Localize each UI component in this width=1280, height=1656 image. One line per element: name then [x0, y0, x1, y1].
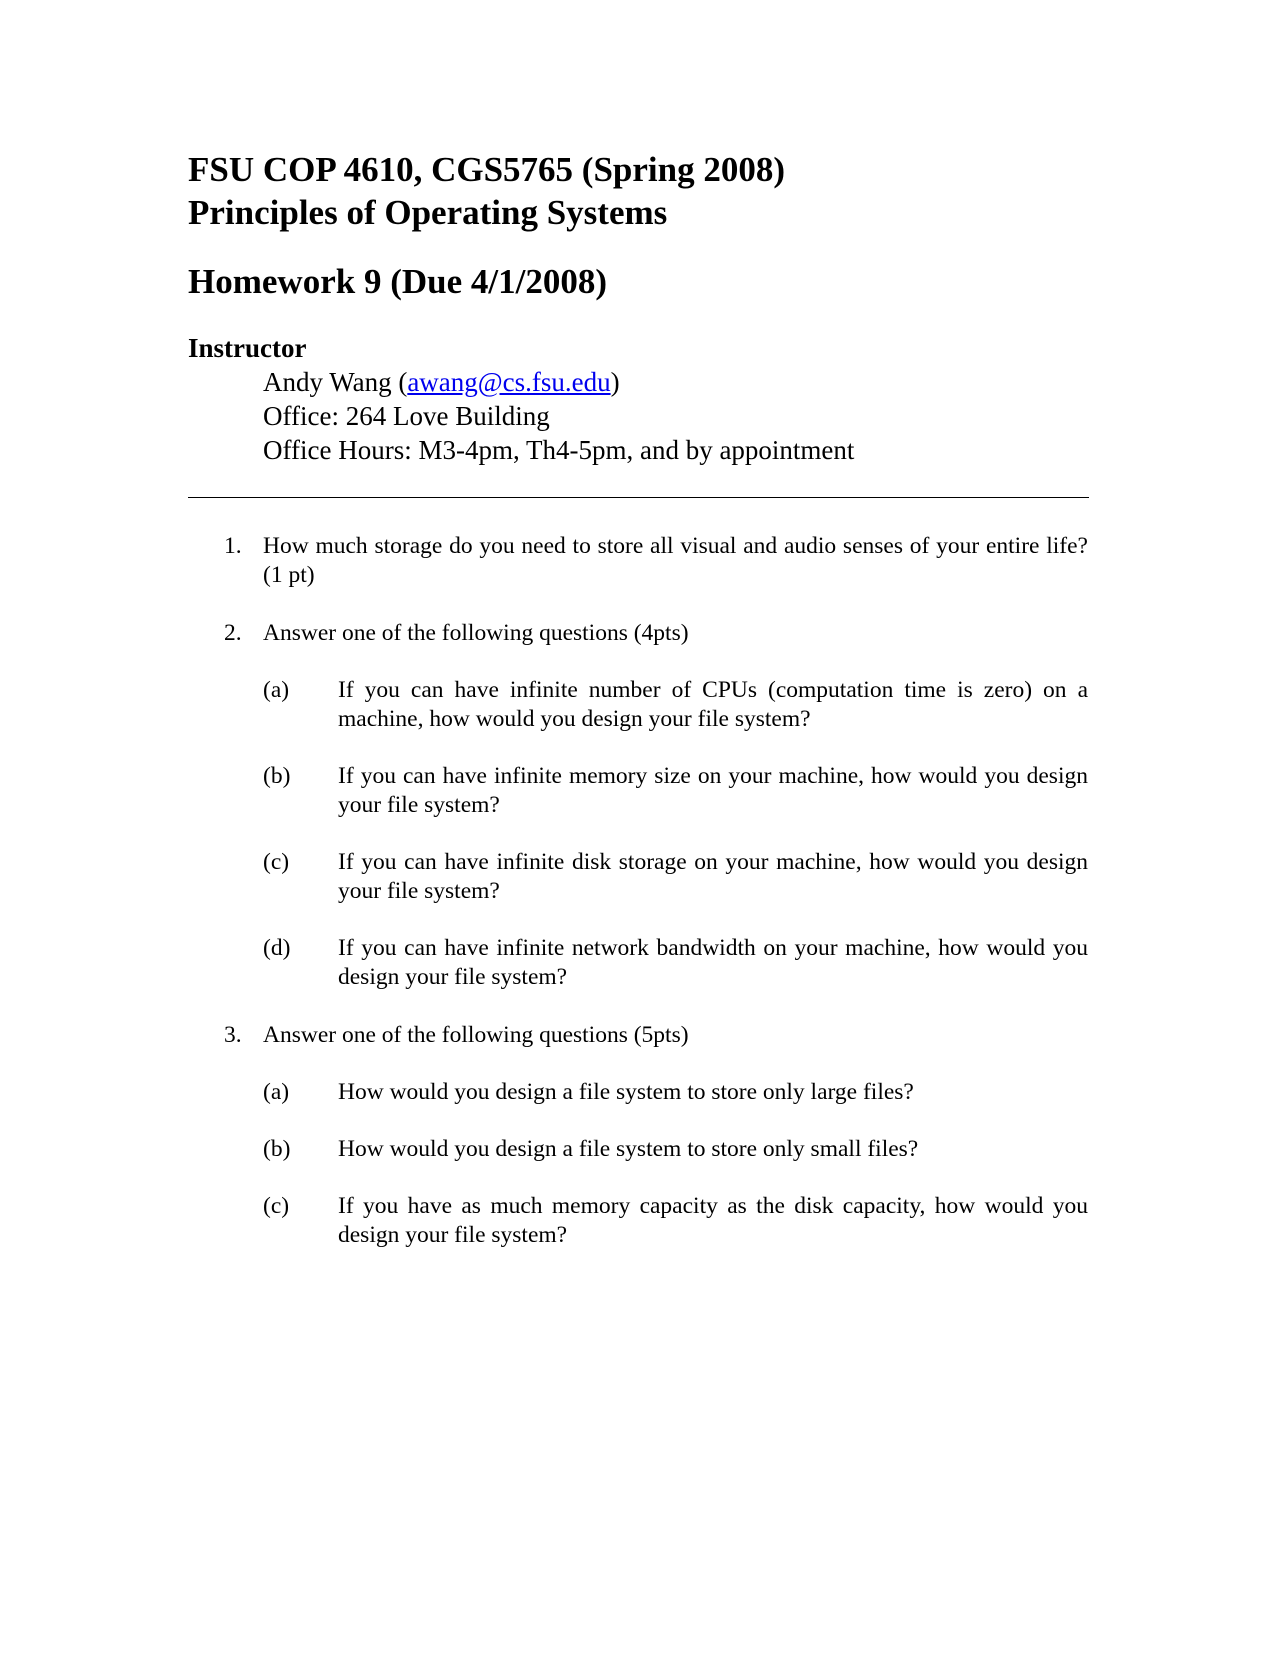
sub-question-text: How would you design a file system to store only small files? [338, 1136, 919, 1162]
sub-question-label: (c) [263, 1193, 290, 1219]
sub-question-text: How would you design a file system to store only large files? [338, 1079, 914, 1105]
instructor-name: Andy Wang ( [263, 367, 408, 397]
document-page [188, 148, 1088, 1279]
sub-question-text: If you have as much memory capacity as the disk capacity, how would you design your file system? [338, 1193, 1088, 1248]
sub-question-2d [263, 934, 1088, 992]
instructor-name-suffix: ) [610, 367, 620, 397]
sub-question-3a [263, 1078, 1088, 1107]
question-number: 3. [224, 1022, 242, 1048]
instructor-heading: Instructor [188, 333, 307, 363]
homework-title: Homework 9 (Due 4/1/2008) [188, 262, 607, 301]
question-text: How much storage do you need to store all visual and audio senses of your entire life? (1 pt) [263, 533, 1088, 588]
sub-question-text: If you can have infinite network bandwidth on your machine, how would you design your file system? [338, 935, 1088, 990]
question-number: 2. [224, 620, 242, 646]
sub-question-2b [263, 762, 1088, 820]
sub-question-text: If you can have infinite disk storage on your machine, how would you design your file system? [338, 849, 1088, 904]
sub-question-label: (c) [263, 849, 290, 875]
question-number: 1. [224, 533, 242, 559]
sub-question-label: (a) [263, 677, 290, 703]
course-line: FSU COP 4610, CGS5765 (Spring 2008) [188, 150, 785, 189]
question-3 [188, 1021, 1088, 1250]
instructor-office-hours: Office Hours: M3-4pm, Th4-5pm, and by appointment [263, 435, 855, 465]
question-2 [188, 619, 1088, 992]
sub-question-2a [263, 676, 1088, 734]
sub-question-2c [263, 848, 1088, 906]
question-list [188, 532, 1088, 1250]
sub-question-3b [263, 1135, 1088, 1164]
instructor-name-line [263, 365, 1088, 399]
sub-question-list [263, 676, 1088, 992]
question-1 [188, 532, 1088, 590]
sub-question-text: If you can have infinite memory size on your machine, how would you design your file system? [338, 763, 1088, 818]
sub-question-list [263, 1078, 1088, 1250]
question-text: Answer one of the following questions (4pts) [263, 620, 689, 646]
divider [188, 497, 1089, 498]
question-text: Answer one of the following questions (5pts) [263, 1022, 689, 1048]
sub-question-label: (a) [263, 1079, 290, 1105]
sub-question-label: (d) [263, 935, 291, 961]
instructor-office: Office: 264 Love Building [263, 401, 550, 431]
sub-question-3c [263, 1192, 1088, 1250]
sub-question-label: (b) [263, 763, 291, 789]
course-name: Principles of Operating Systems [188, 193, 668, 232]
sub-question-label: (b) [263, 1136, 291, 1162]
sub-question-text: If you can have infinite number of CPUs (computation time is zero) on a machine, how would you design your file system? [338, 677, 1088, 732]
instructor-email-link[interactable]: awang@cs.fsu.edu [407, 367, 611, 397]
instructor-info [263, 365, 1088, 467]
